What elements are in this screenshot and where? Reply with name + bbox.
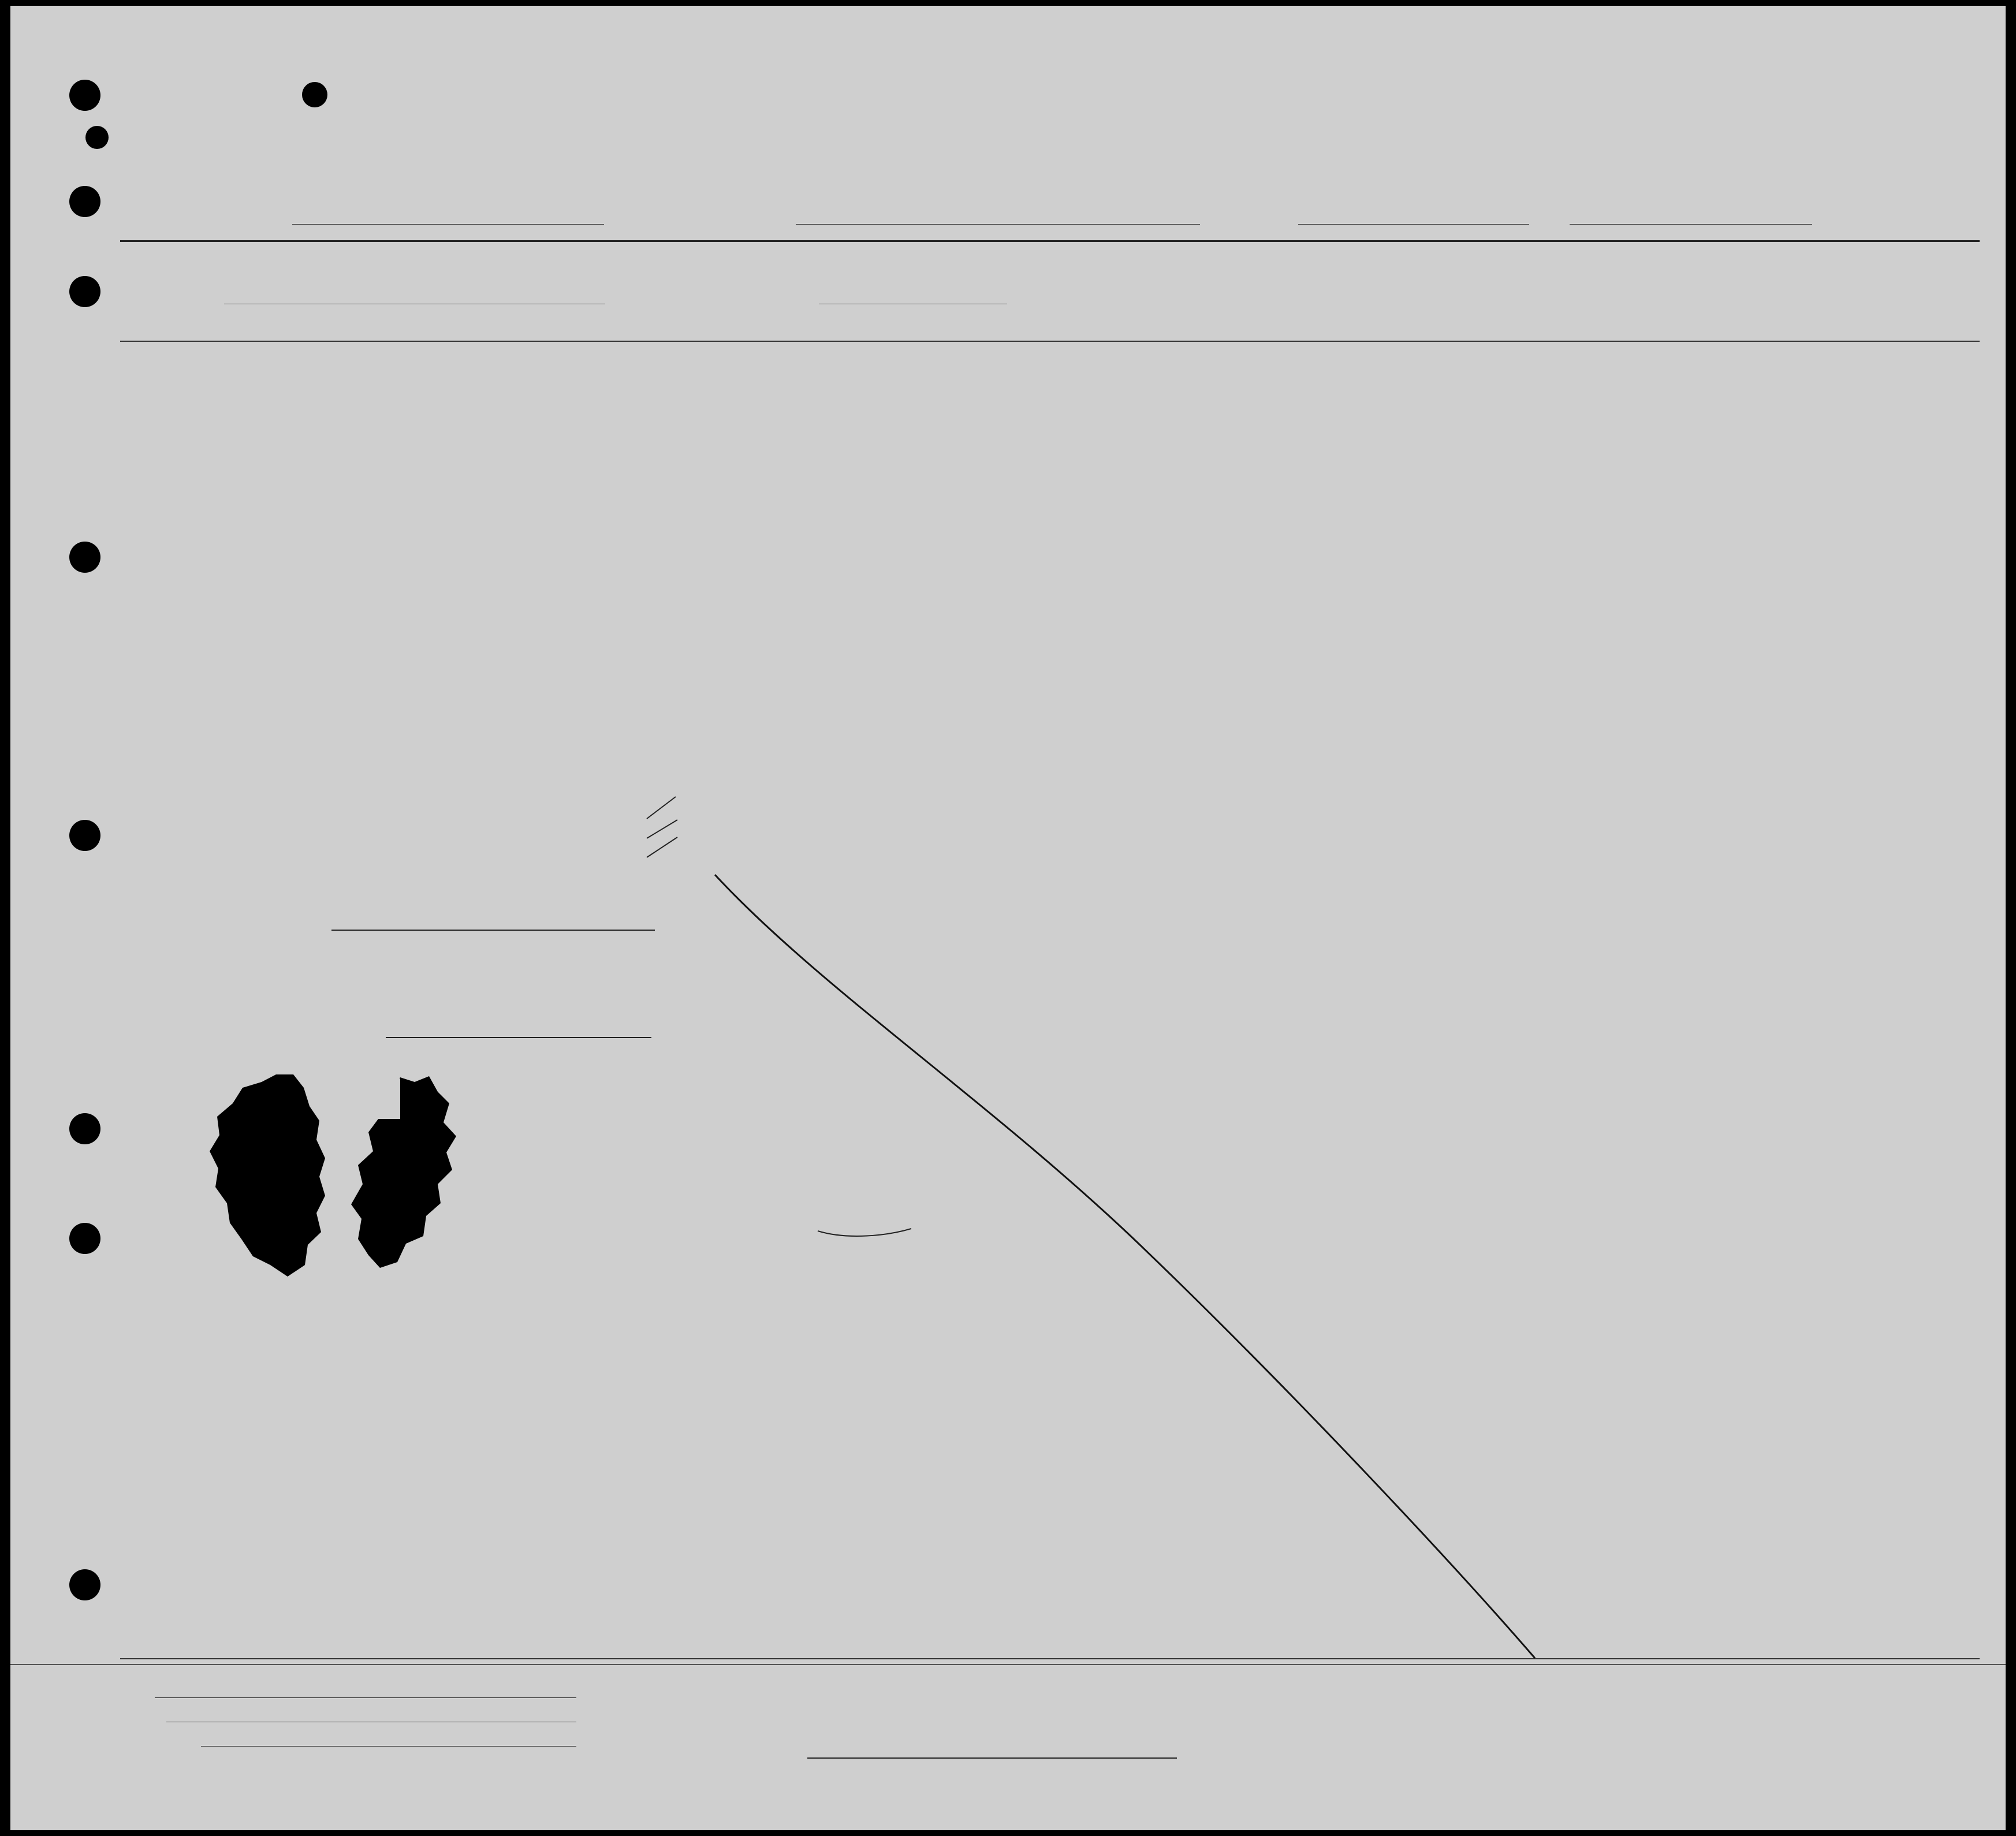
footer-rule <box>10 1664 2006 1665</box>
seal-left <box>207 1072 328 1279</box>
strike-lines <box>10 6 2006 1830</box>
footer-line-underline <box>155 1697 576 1698</box>
footer-agents-underline <box>201 1746 576 1747</box>
consul-sign-underline <box>386 1037 651 1038</box>
inspector-underline <box>807 1757 1177 1759</box>
manifest-sheet <box>10 6 2006 1830</box>
consul-city-underline <box>331 930 655 931</box>
seal-right <box>345 1072 461 1279</box>
